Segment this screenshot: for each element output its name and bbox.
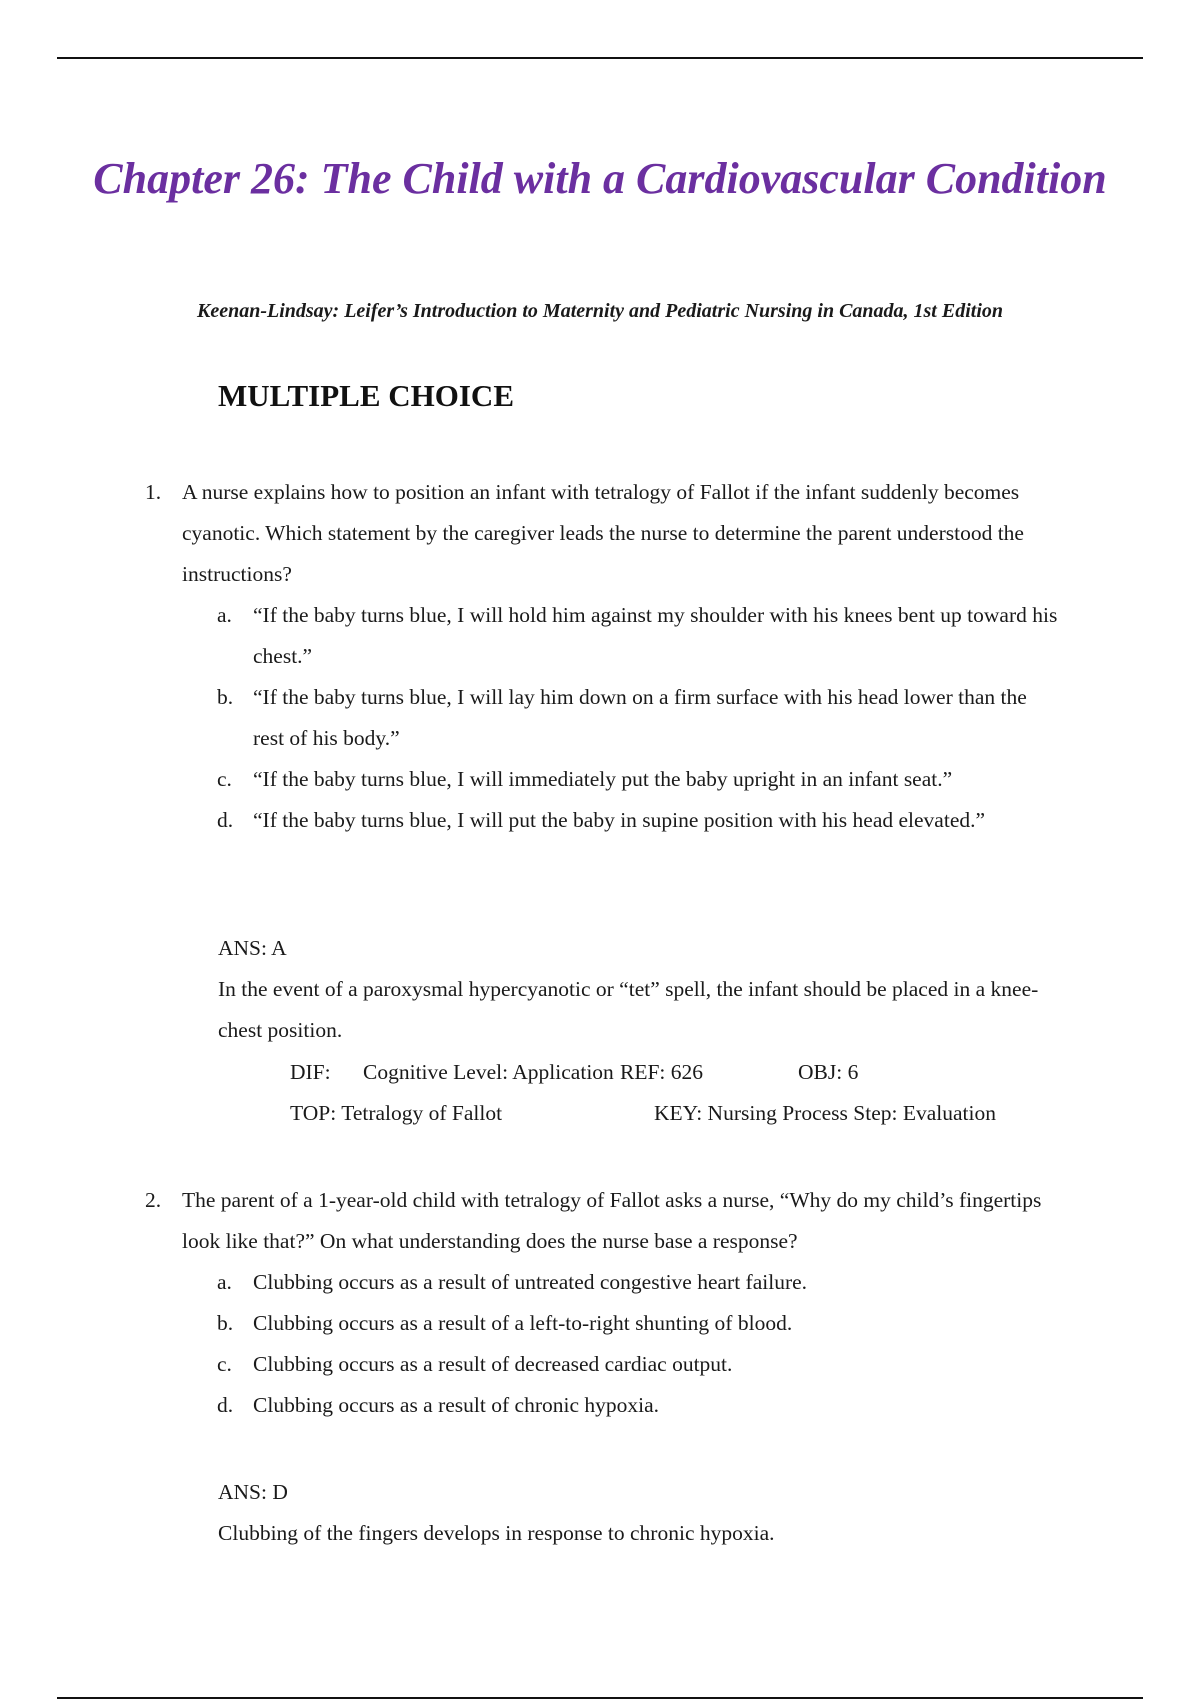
- option-b: [217, 1303, 1060, 1344]
- key-step: KEY: Nursing Process Step: Evaluation: [654, 1101, 996, 1125]
- option-a: [217, 1262, 1060, 1303]
- dif-label: DIF:: [290, 1060, 331, 1084]
- option-letter: b.: [217, 685, 234, 709]
- rationale: In the event of a paroxysmal hypercyanotic or “tet” spell, the infant should be placed in a knee-chest position.: [218, 977, 1039, 1042]
- answer-block-1: [218, 928, 1078, 1051]
- option-a: [217, 595, 1060, 677]
- question-stem: A nurse explains how to position an infant with tetralogy of Fallot if the infant suddenly becomes cyanotic. Which statement by the caregiver leads the nurse to determine the parent understood the instructions?: [182, 480, 1024, 586]
- top-rule: [57, 57, 1143, 59]
- option-c: [217, 759, 1060, 800]
- option-letter: a.: [217, 1270, 232, 1294]
- question-stem: The parent of a 1-year-old child with tetralogy of Fallot asks a nurse, “Why do my child’s fingertips look like that?” On what understanding does the nurse base a response?: [182, 1188, 1042, 1253]
- option-d: [217, 800, 1060, 841]
- cognitive-level: Cognitive Level: Application: [363, 1060, 614, 1084]
- option-text: Clubbing occurs as a result of untreated congestive heart failure.: [253, 1270, 808, 1294]
- bottom-rule: [57, 1697, 1143, 1699]
- option-text: Clubbing occurs as a result of chronic hypoxia.: [253, 1393, 660, 1417]
- question-number: 1.: [145, 480, 162, 504]
- option-letter: b.: [217, 1311, 234, 1335]
- topic: TOP: Tetralogy of Fallot: [290, 1101, 503, 1125]
- option-c: [217, 1344, 1060, 1385]
- rationale: Clubbing of the fingers develops in response to chronic hypoxia.: [218, 1521, 775, 1545]
- question-2: [140, 1180, 1060, 1426]
- objective: OBJ: 6: [798, 1060, 859, 1084]
- option-letter: c.: [217, 767, 232, 791]
- option-text: “If the baby turns blue, I will immediately put the baby upright in an infant seat.”: [253, 767, 953, 791]
- option-letter: d.: [217, 1393, 234, 1417]
- book-citation: Keenan-Lindsay: Leifer’s Introduction to Maternity and Pediatric Nursing in Canada, 1st Edition: [196, 300, 1003, 322]
- option-text: Clubbing occurs as a result of a left-to-right shunting of blood.: [253, 1311, 793, 1335]
- answer-block-2: [218, 1472, 1078, 1554]
- answer-key: ANS: D: [218, 1480, 288, 1504]
- option-text: “If the baby turns blue, I will put the baby in supine position with his head elevated.”: [253, 808, 986, 832]
- option-text: Clubbing occurs as a result of decreased cardiac output.: [253, 1352, 733, 1376]
- option-d: [217, 1385, 1060, 1426]
- option-b: [217, 677, 1060, 759]
- option-letter: a.: [217, 603, 232, 627]
- question-1: [140, 472, 1060, 841]
- answer-key: ANS: A: [218, 936, 287, 960]
- option-text: “If the baby turns blue, I will lay him down on a firm surface with his head lower than the rest of his body.”: [253, 685, 1027, 750]
- section-heading: MULTIPLE CHOICE: [218, 378, 514, 413]
- option-text: “If the baby turns blue, I will hold him against my shoulder with his knees bent up toward his chest.”: [253, 603, 1058, 668]
- question-number: 2.: [145, 1188, 162, 1212]
- reference-page: REF: 626: [620, 1060, 704, 1084]
- option-letter: d.: [217, 808, 234, 832]
- page-title: Chapter 26: The Child with a Cardiovascular Condition: [93, 154, 1107, 203]
- option-letter: c.: [217, 1352, 232, 1376]
